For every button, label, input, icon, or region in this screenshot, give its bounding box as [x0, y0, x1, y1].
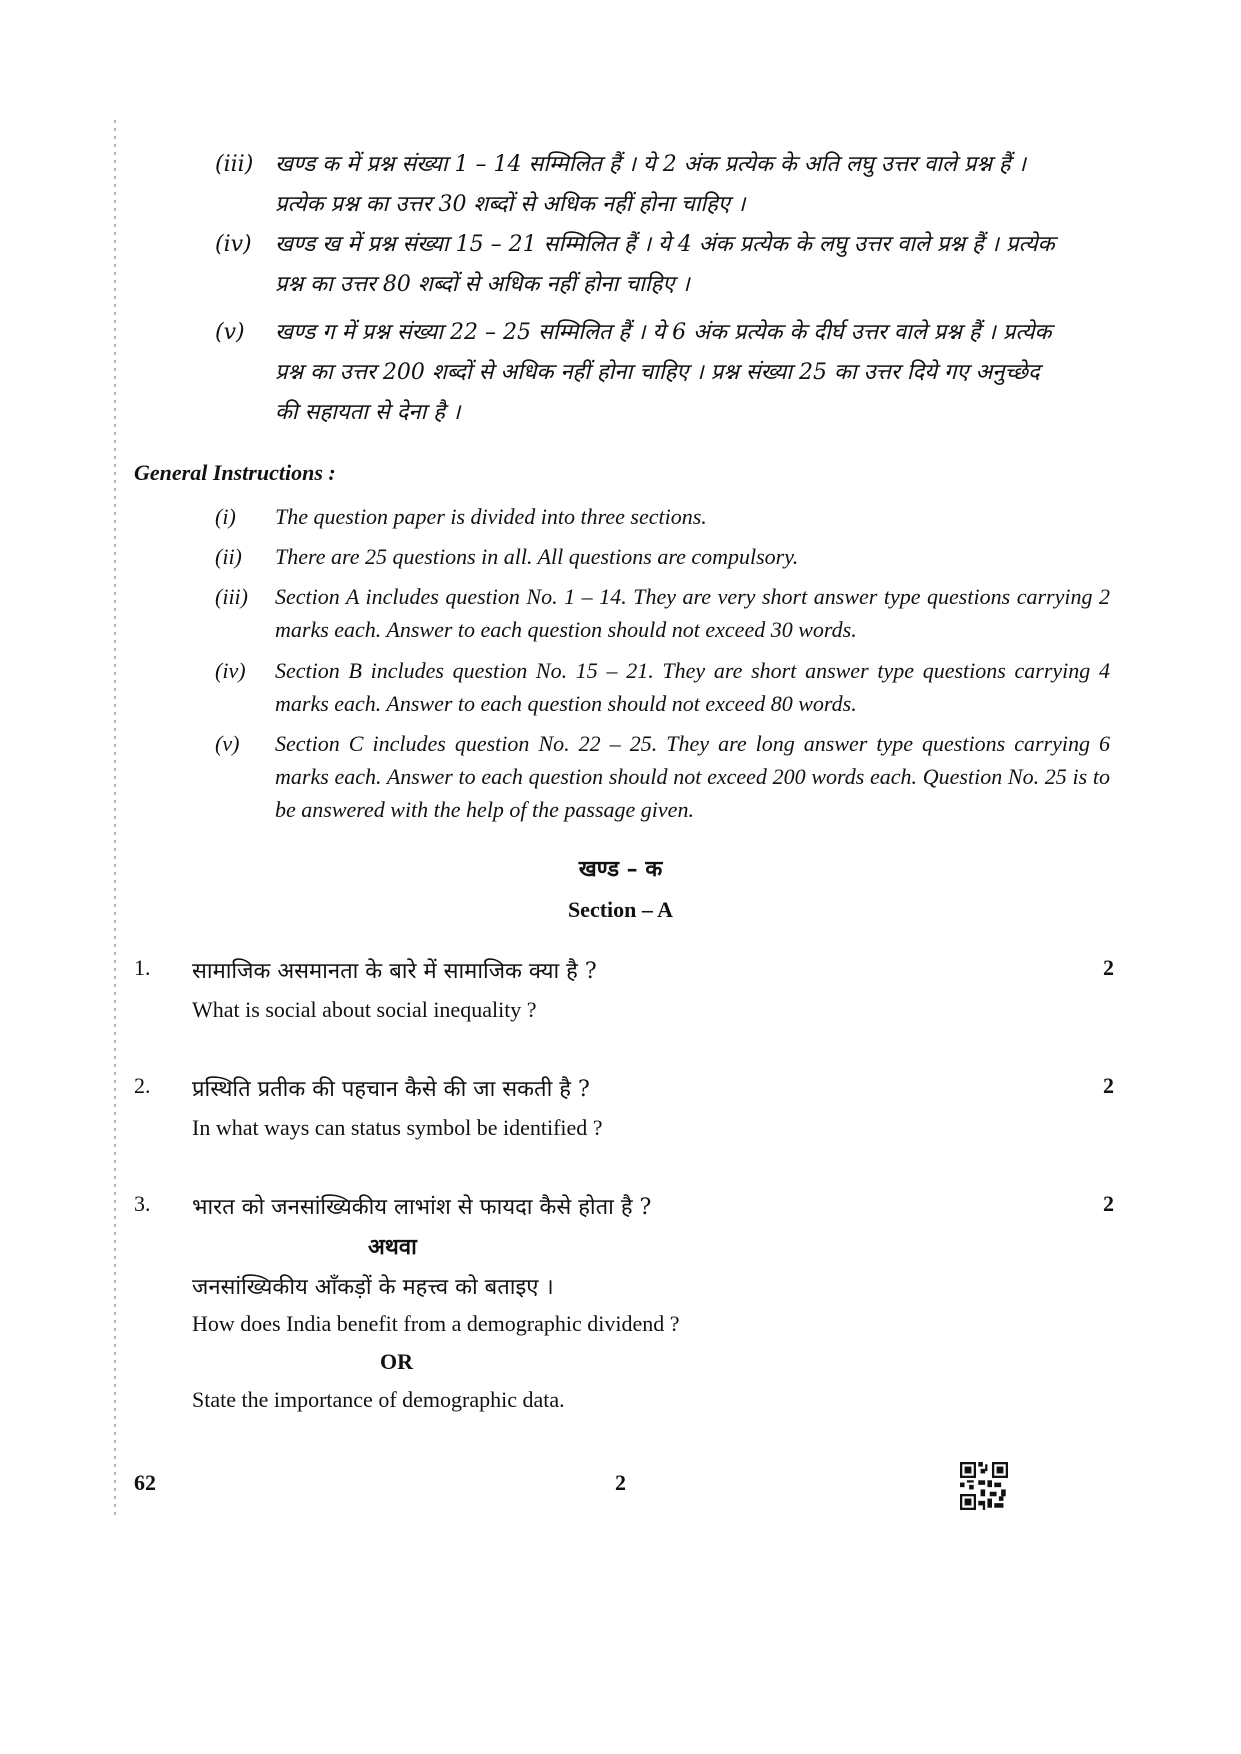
question-marks: 2 — [1103, 1191, 1114, 1216]
question-hindi: भारत को जनसांख्यिकीय लाभांश से फायदा कैसे होता है ? — [192, 1195, 652, 1220]
page-number: 2 — [615, 1470, 626, 1495]
section-heading-hindi: खण्ड – क — [578, 856, 663, 882]
qr-code-icon — [960, 1462, 1008, 1510]
question-english: In what ways can status symbol be identified ? — [192, 1115, 603, 1140]
margin-barcode-strip — [114, 120, 116, 1520]
hindi-instruction-line: प्रश्न का उत्तर 200 शब्दों से अधिक नहीं होना चाहिए । प्रश्न संख्या 25 का उत्तर दिये गए अनुच्छेद — [275, 360, 1040, 385]
hindi-instruction-line: खण्ड ग में प्रश्न संख्या 22 – 25 सम्मिलित हैं । ये 6 अंक प्रत्येक के दीर्घ उत्तर वाले प्रश्न हैं । प्रत्येक — [275, 320, 1052, 345]
hindi-instruction-line: खण्ड ख में प्रश्न संख्या 15 – 21 सम्मिलित हैं । ये 4 अंक प्रत्येक के लघु उत्तर वाले प्रश्न हैं । प्रत्येक — [275, 232, 1055, 257]
question-marks: 2 — [1103, 1073, 1114, 1098]
general-instructions-heading: General Instructions : — [134, 460, 336, 485]
hindi-instruction-line: खण्ड क में प्रश्न संख्या 1 – 14 सम्मिलित हैं । ये 2 अंक प्रत्येक के अति लघु उत्तर वाले प्रश्न हैं । — [275, 152, 1026, 177]
question-hindi-alternative: जनसांख्यिकीय आँकड़ों के महत्त्व को बताइए । — [192, 1275, 554, 1300]
or-english: OR — [380, 1349, 413, 1374]
hindi-instruction-line: प्रश्न का उत्तर 80 शब्दों से अधिक नहीं होना चाहिए । — [275, 272, 690, 297]
hindi-instruction-line: की सहायता से देना है । — [275, 400, 461, 425]
question-hindi: सामाजिक असमानता के बारे में सामाजिक क्या है ? — [192, 959, 597, 984]
paper-code: 62 — [134, 1470, 156, 1495]
section-heading-english: Section – A — [567, 897, 674, 922]
question-english-alternative: State the importance of demographic data. — [192, 1387, 565, 1412]
question-marks: 2 — [1103, 955, 1114, 980]
or-hindi: अथवा — [368, 1234, 417, 1260]
question-english: What is social about social inequality ? — [192, 997, 537, 1022]
question-hindi: प्रस्थिति प्रतीक की पहचान कैसे की जा सकती है ? — [192, 1077, 590, 1102]
hindi-instruction-line: प्रत्येक प्रश्न का उत्तर 30 शब्दों से अधिक नहीं होना चाहिए । — [275, 192, 746, 217]
question-english: How does India benefit from a demographic dividend ? — [192, 1311, 680, 1336]
